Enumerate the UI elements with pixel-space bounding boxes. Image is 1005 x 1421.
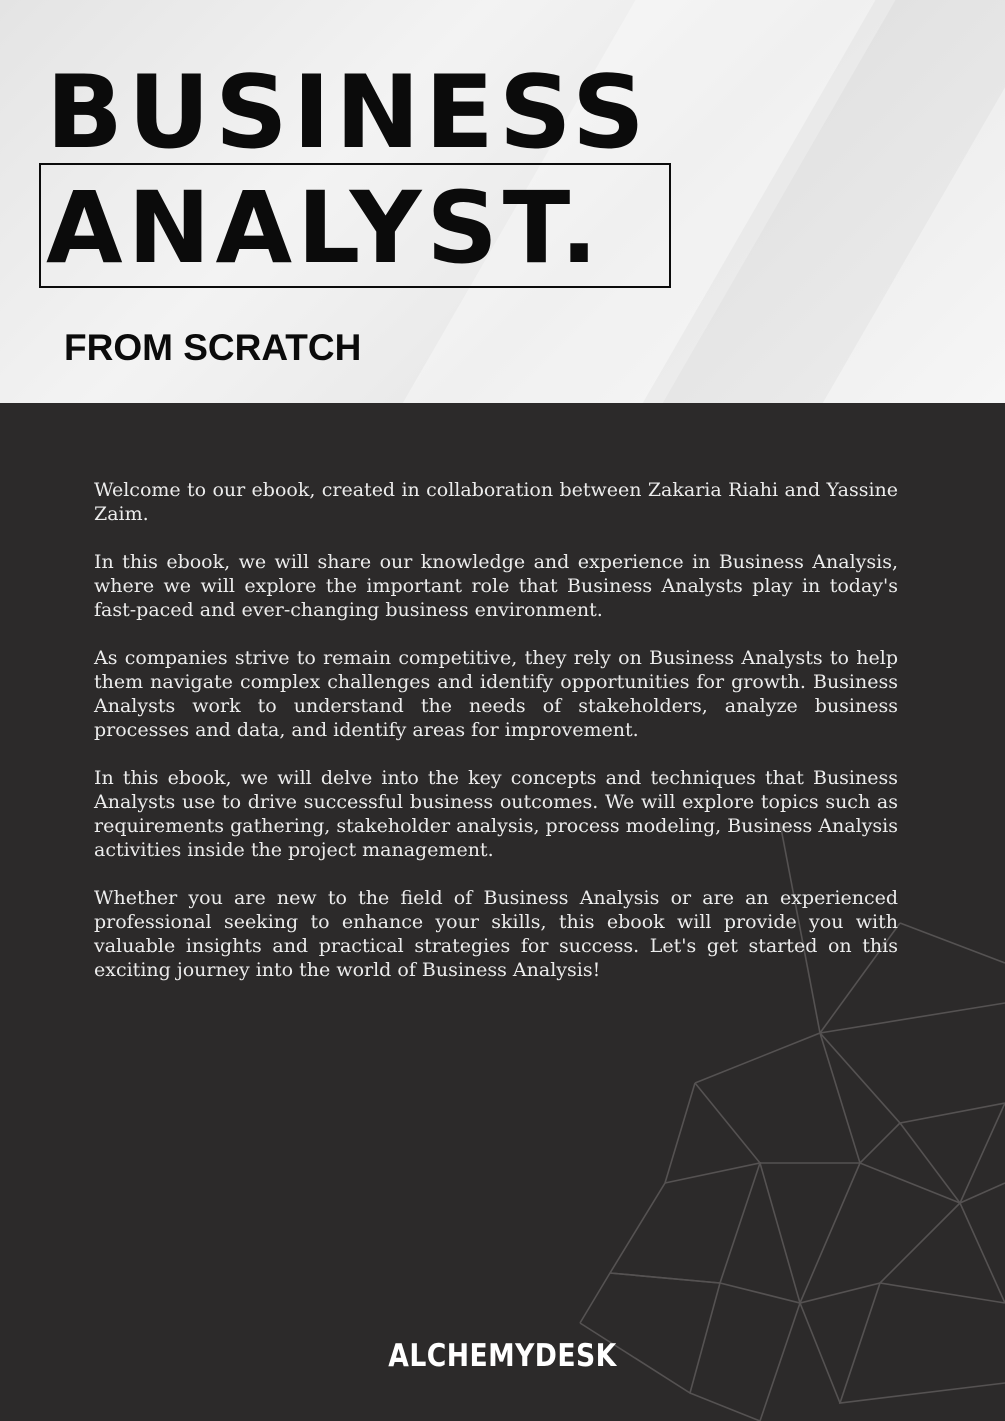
paragraph: As companies strive to remain competitive, they rely on Business Analysts to help them navigate complex challenges and identify opportunities for growth. Business Analysts work to understand the needs of stakeholders, analyze business processes and data, and identify areas for improvement. bbox=[94, 647, 898, 741]
brand-name: ALCHEMYDESK bbox=[388, 1338, 617, 1374]
paragraph: In this ebook, we will share our knowledge and experience in Business Analysis, where we will explore the important role that Business Analysts play in today's fast-paced and ever-changing business environment. bbox=[94, 551, 898, 621]
paragraph: In this ebook, we will delve into the key concepts and techniques that Business Analysts use to drive successful business outcomes. We will explore topics such as requirements gathering, stakeholder analysis, process modeling, Business Analysis activities inside the project management. bbox=[94, 767, 898, 861]
title-line-2: ANALYST. bbox=[46, 171, 603, 286]
paragraph: Welcome to our ebook, created in collaboration between Zakaria Riahi and Yassine Zaim. bbox=[94, 479, 898, 525]
paragraph: Whether you are new to the field of Business Analysis or are an experienced professional seeking to enhance your skills, this ebook will provide you with valuable insights and practical strategies for success. Let's get started on this exciting journey into the world of Business Analysis! bbox=[94, 887, 898, 981]
title-line-1: BUSINESS bbox=[46, 53, 650, 171]
subtitle: FROM SCRATCH bbox=[64, 327, 362, 368]
intro-text bbox=[94, 478, 898, 1006]
